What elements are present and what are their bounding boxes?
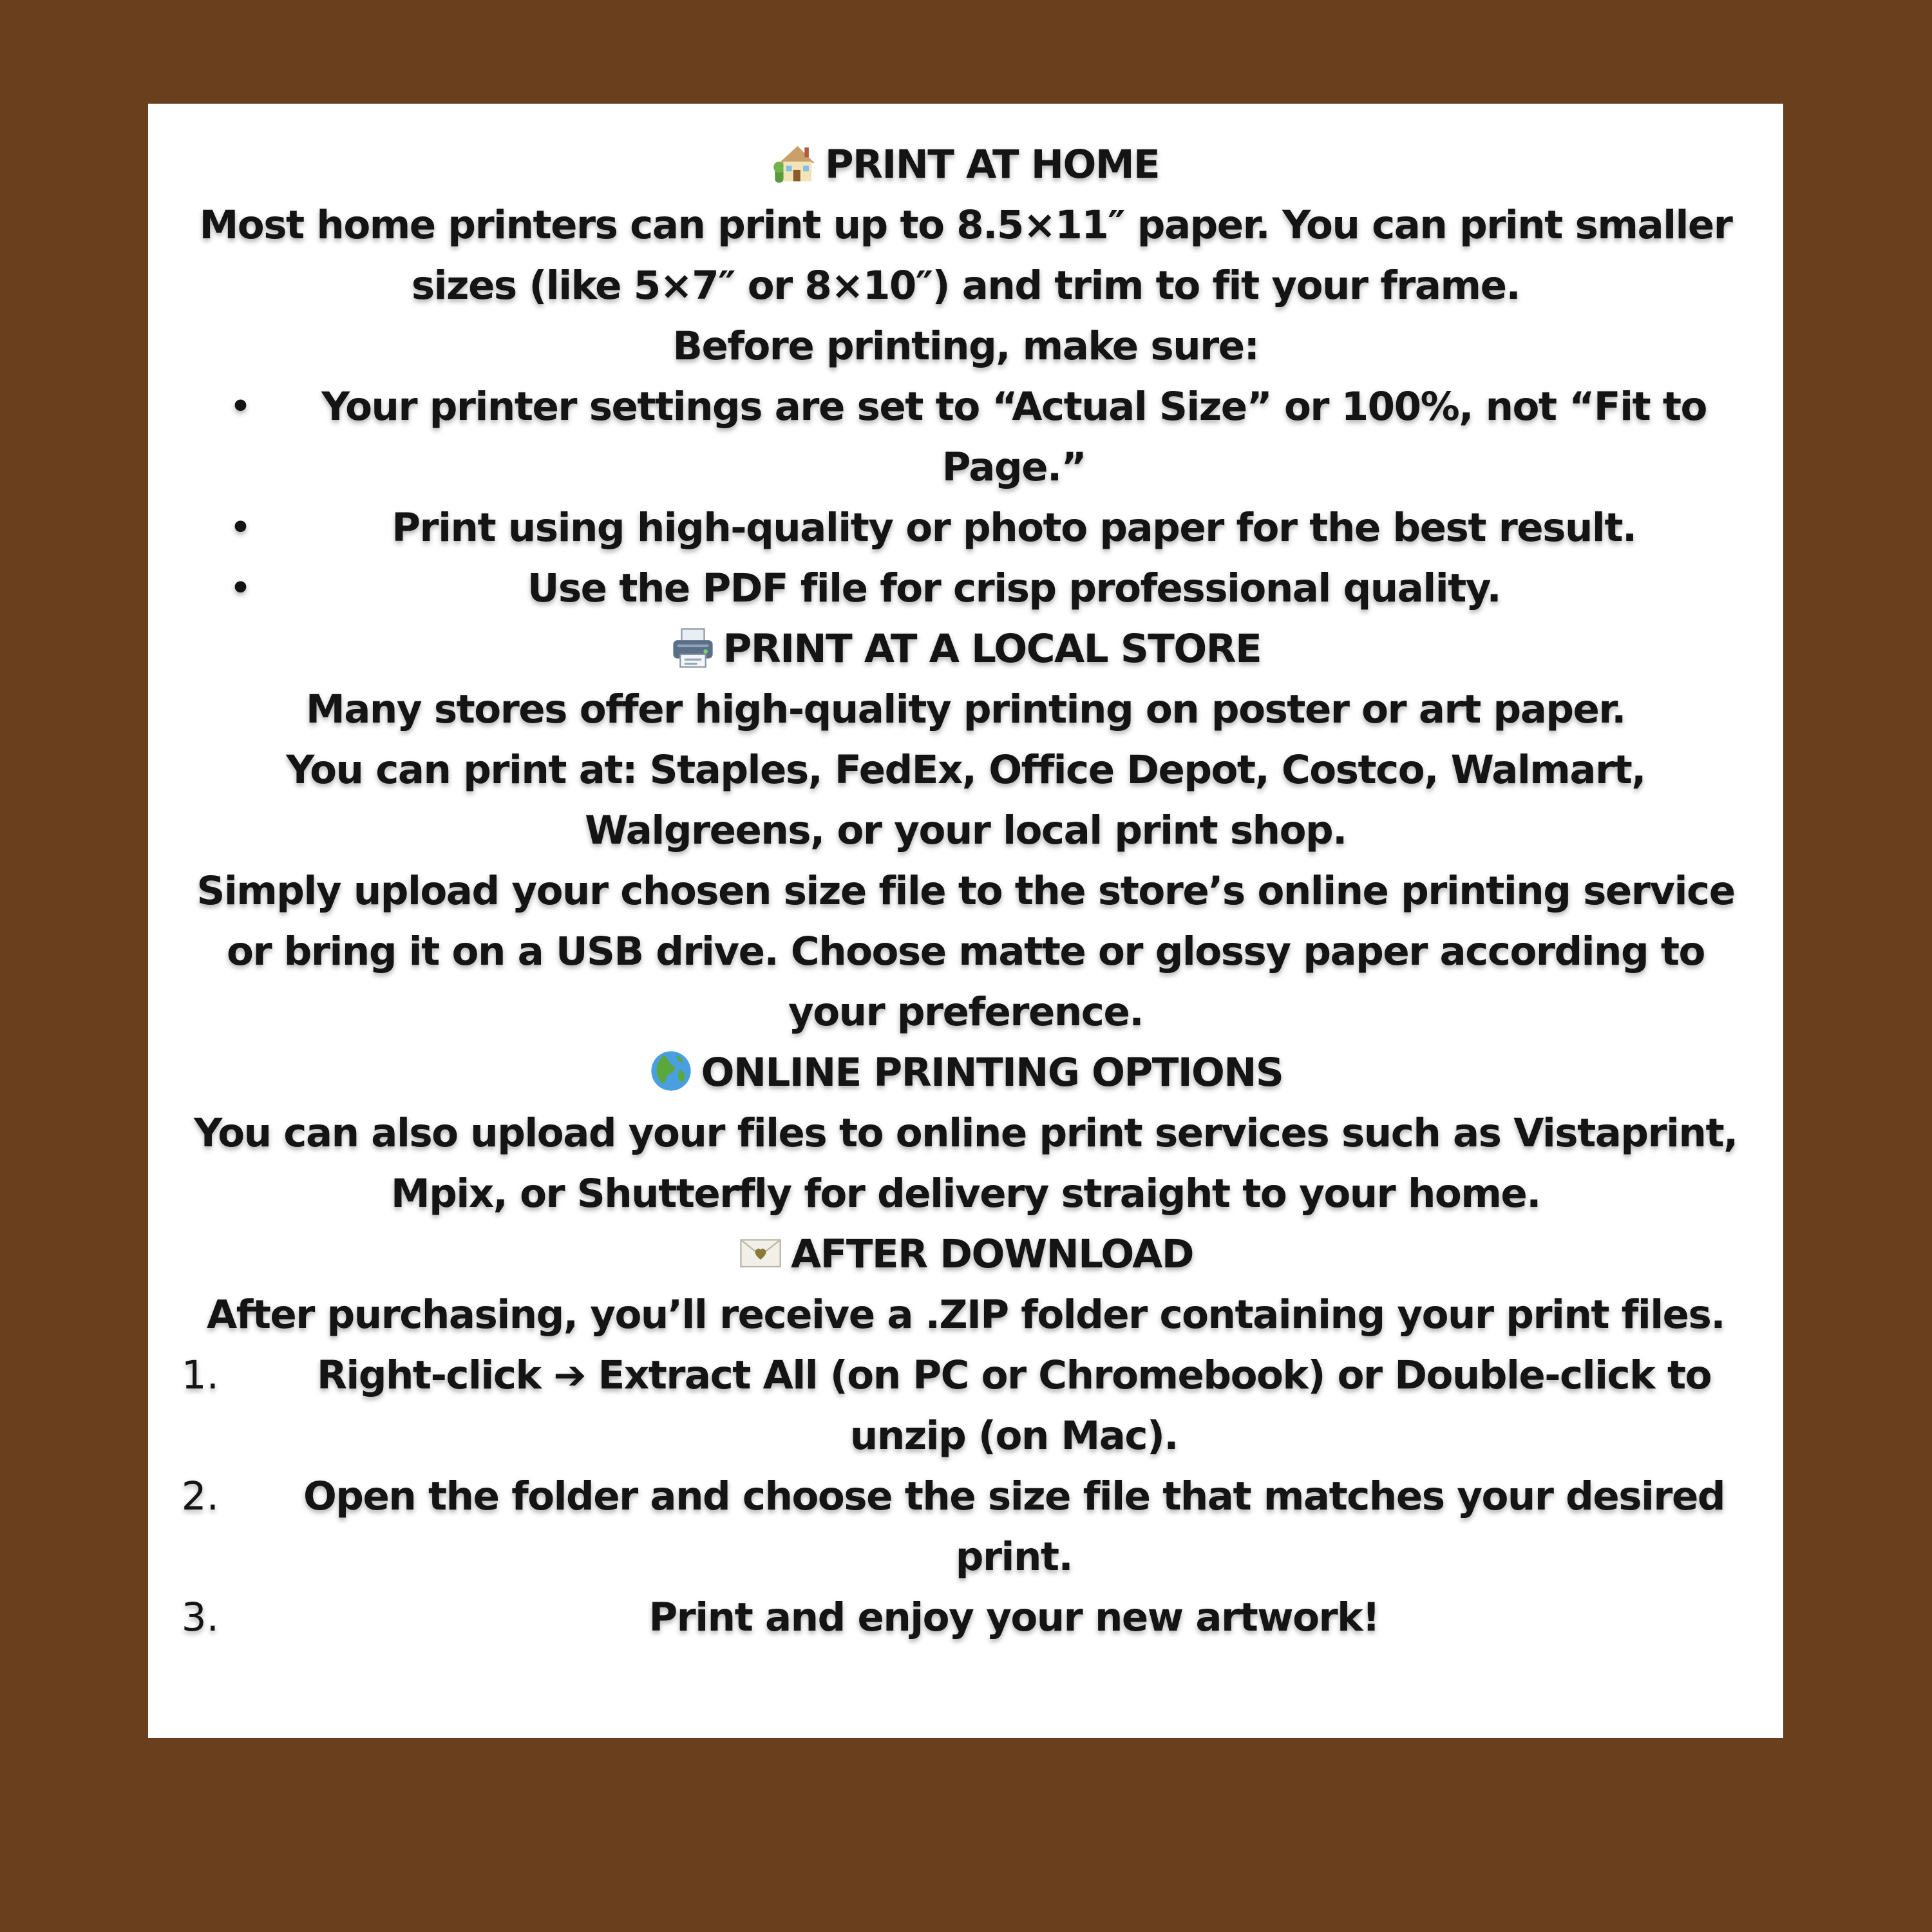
list-item [148, 377, 1783, 498]
store-line-5: or bring it on a USB drive. Choose matte or glossy paper according to [227, 929, 1705, 974]
online-line-2: Mpix, or Shutterfly for delivery straight to your home. [391, 1171, 1540, 1217]
list-item [148, 1345, 1783, 1466]
bullet-marker: • [229, 384, 251, 430]
list-item [148, 1466, 1783, 1587]
online-printing-title: ONLINE PRINTING OPTIONS [701, 1050, 1283, 1095]
printer-icon [670, 625, 715, 670]
store-line-1: Many stores offer high-quality printing on poster or art paper. [306, 687, 1625, 732]
bullet-text: Print using high-quality or photo paper for the best result. [392, 505, 1636, 551]
print-at-home-title: PRINT AT HOME [824, 142, 1160, 187]
step-text: Print and enjoy your new artwork! [649, 1595, 1379, 1640]
after-download-heading [148, 1224, 1783, 1285]
store-line-4: Simply upload your chosen size file to the store’s online printing service [196, 868, 1735, 914]
local-store-title: PRINT AT A LOCAL STORE [723, 626, 1262, 672]
instructions-content [148, 135, 1783, 1648]
globe-icon [649, 1048, 694, 1094]
online-line-1: You can also upload your files to online print services such as Vistaprint, [194, 1110, 1738, 1156]
download-intro: After purchasing, you’ll receive a .ZIP folder containing your print files. [207, 1292, 1725, 1338]
bullet-marker: • [229, 565, 251, 611]
list-item [148, 558, 1783, 619]
local-store-heading [148, 619, 1783, 679]
list-item [148, 498, 1783, 558]
bullet-text: Use the PDF file for crisp professional quality. [527, 565, 1501, 611]
step-text: unzip (on Mac). [849, 1413, 1179, 1459]
step-number: 2. [181, 1473, 219, 1519]
home-intro-line-1: Most home printers can print up to 8.5×11″ paper. You can print smaller [199, 202, 1732, 248]
step-text: print. [955, 1534, 1073, 1580]
store-line-3: Walgreens, or your local print shop. [585, 808, 1347, 853]
house-icon [772, 140, 817, 185]
bullet-text: Page.” [942, 444, 1086, 490]
step-text: Right-click ➔ Extract All (on PC or Chromebook) or Double-click to [316, 1352, 1712, 1398]
instructions-card [148, 104, 1783, 1738]
step-text: Open the folder and choose the size file that matches your desired [303, 1473, 1725, 1519]
list-item [148, 1587, 1783, 1648]
love-letter-icon [738, 1230, 783, 1275]
store-line-6: your preference. [788, 989, 1144, 1035]
online-printing-heading [148, 1043, 1783, 1103]
store-line-2: You can print at: Staples, FedEx, Office Depot, Costco, Walmart, [286, 747, 1645, 793]
step-number: 3. [181, 1595, 219, 1640]
bullet-text: Your printer settings are set to “Actual Size” or 100%, not “Fit to [321, 384, 1707, 430]
after-download-title: AFTER DOWNLOAD [791, 1231, 1193, 1277]
step-number: 1. [181, 1352, 219, 1398]
home-before-printing: Before printing, make sure: [672, 323, 1259, 369]
home-intro-line-2: sizes (like 5×7″ or 8×10″) and trim to fit your frame. [411, 263, 1520, 308]
print-at-home-heading [148, 135, 1783, 195]
bullet-marker: • [229, 505, 251, 551]
